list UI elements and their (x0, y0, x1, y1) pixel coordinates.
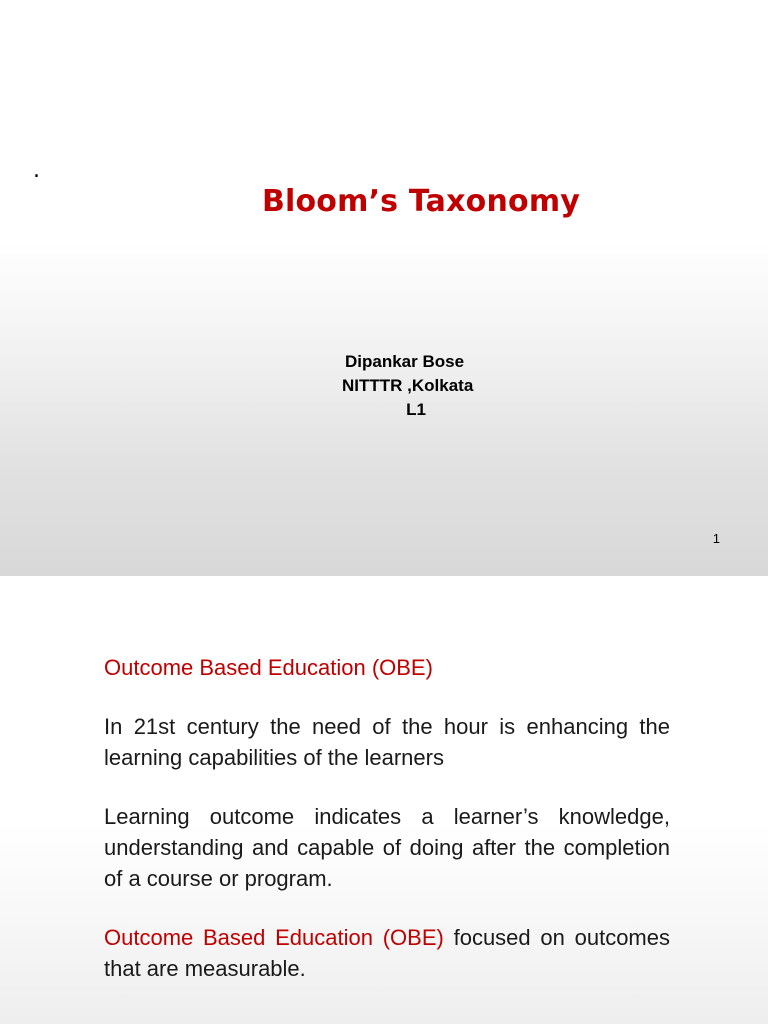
slide-content (104, 652, 670, 984)
author-level: L1 (406, 400, 426, 419)
obe-highlight: Outcome Based Education (OBE) (104, 925, 444, 950)
paragraph-need: In 21st century the need of the hour is enhancing the learning capabilities of the learners (104, 714, 670, 770)
paragraph-learning-outcome: Learning outcome indicates a learner’s knowledge, understanding and capable of doing after the completion of a course or program. (104, 804, 670, 891)
author-institute: NITTTR ,Kolkata (342, 376, 474, 395)
page-number: 1 (712, 531, 720, 546)
section-heading: Outcome Based Education (OBE) (104, 655, 433, 680)
stray-dot: . (33, 158, 40, 183)
obe-rest: focused on outcomes that are measurable. (104, 925, 670, 981)
slide-title: Bloom’s Taxonomy (261, 184, 581, 219)
author-block (342, 350, 502, 422)
author-name: Dipankar Bose (345, 352, 465, 371)
paragraph-obe-measurable (104, 922, 670, 984)
content-slide (0, 576, 768, 1024)
